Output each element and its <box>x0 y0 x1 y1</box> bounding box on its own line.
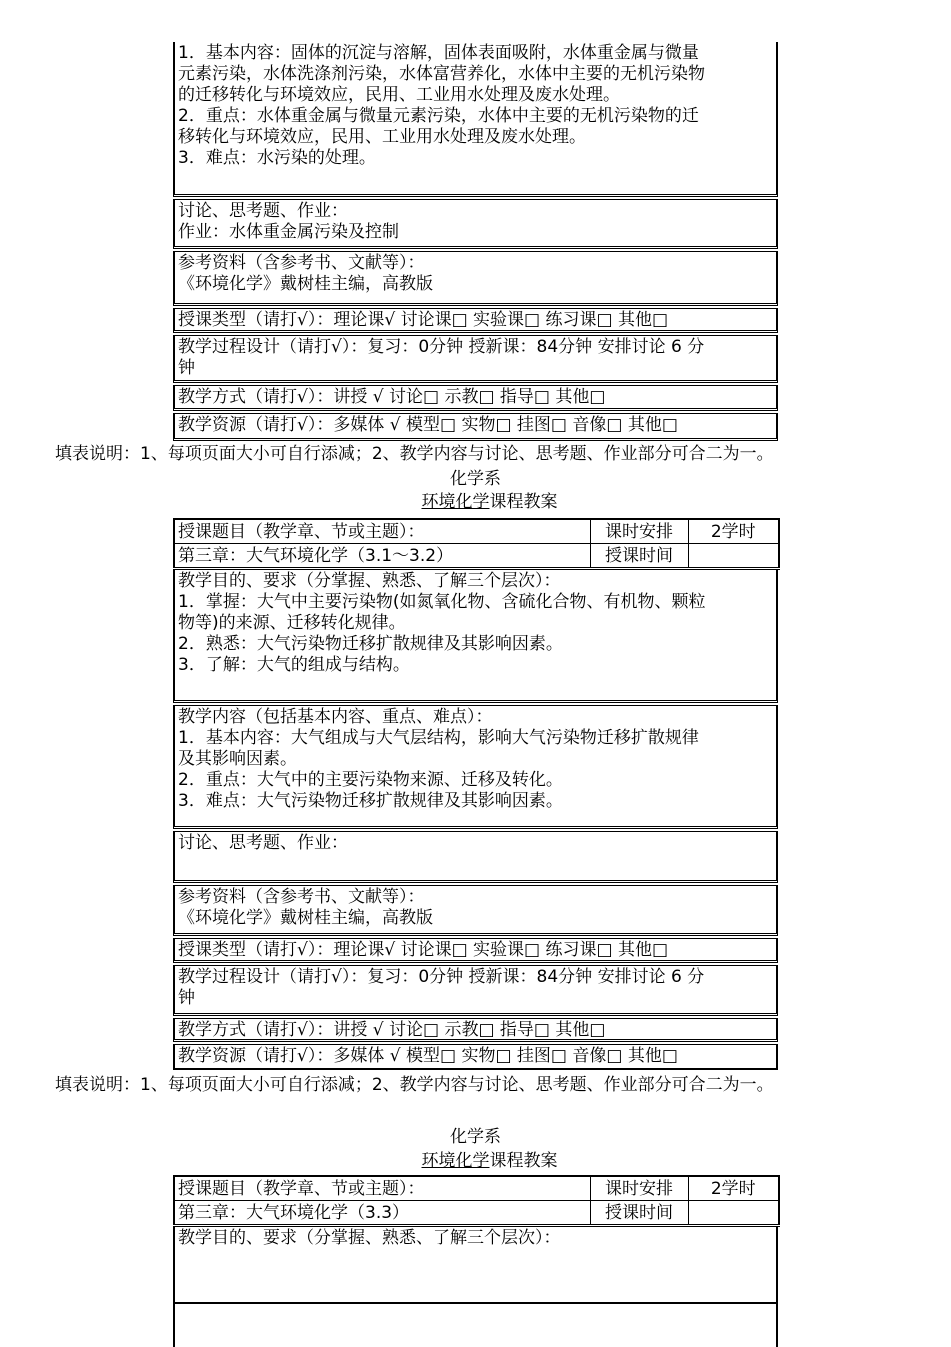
s1-process-line: 钟 <box>178 358 195 378</box>
dept-heading: 化学系 <box>450 469 501 489</box>
s1-content-line: 3．难点：水污染的处理。 <box>178 148 376 168</box>
course-name: 环境化学 <box>421 1151 490 1171</box>
s3-goal-box <box>173 1227 778 1304</box>
s1-method-box <box>173 385 778 411</box>
s1-resource-box <box>173 413 778 441</box>
s1-reference-line: 参考资料（含参考书、文献等）： <box>178 253 425 273</box>
s2-type-box <box>173 938 778 963</box>
s2-process-box <box>173 965 778 1016</box>
s1-content-line: 元素污染，水体洗涤剂污染，水体富营养化，水体中主要的无机污染物 <box>178 64 705 84</box>
s2-resource-line: 教学资源（请打√）：多媒体 √ 模型□ 实物□ 挂图□ 音像□ 其他□ <box>178 1046 678 1066</box>
s2-topic-label: 授课题目（教学章、节或主题）： <box>174 519 590 544</box>
s2-content-line: 及其影响因素。 <box>178 749 297 769</box>
s1-reference-box <box>173 251 778 306</box>
s2-content-line: 2．重点：大气中的主要污染物来源、迁移及转化。 <box>178 770 563 790</box>
course-suffix: 课程教案 <box>489 492 558 512</box>
s3-hours-value: 2学时 <box>688 1176 779 1201</box>
s3-header-table <box>173 1175 780 1227</box>
s2-method-box <box>173 1018 778 1042</box>
s2-resource-box <box>173 1044 778 1070</box>
s2-type-line: 授课类型（请打√）：理论课√ 讨论课□ 实验课□ 练习课□ 其他□ <box>178 940 669 960</box>
s2-content-line: 教学内容（包括基本内容、重点、难点）： <box>178 707 493 727</box>
s3-hours-label: 课时安排 <box>590 1176 688 1201</box>
s2-goal-line: 2．熟悉：大气污染物迁移扩散规律及其影响因素。 <box>178 634 563 654</box>
course-title <box>0 492 951 512</box>
s1-type-line: 授课类型（请打√）：理论课√ 讨论课□ 实验课□ 练习课□ 其他□ <box>178 310 669 330</box>
s2-header-table <box>173 518 780 570</box>
fill-note: 填表说明：1、每项页面大小可自行添减；2、教学内容与讨论、思考题、作业部分可合二为一。 <box>55 444 774 464</box>
s1-content-box <box>173 42 778 197</box>
s3-goal-line: 教学目的、要求（分掌握、熟悉、了解三个层次）： <box>178 1228 561 1248</box>
s2-time-label: 授课时间 <box>590 544 688 569</box>
fill-note: 填表说明：1、每项页面大小可自行添减；2、教学内容与讨论、思考题、作业部分可合二为一。 <box>55 1075 774 1095</box>
s3-topic-value: 第三章：大气环境化学（3.3） <box>174 1201 590 1226</box>
s2-content-line: 1．基本内容：大气组成与大气层结构，影响大气污染物迁移扩散规律 <box>178 728 699 748</box>
s1-discussion-line: 作业：水体重金属污染及控制 <box>178 222 399 242</box>
s2-reference-line: 参考资料（含参考书、文献等）： <box>178 887 425 907</box>
dept-heading: 化学系 <box>450 1127 501 1147</box>
s1-type-box <box>173 308 778 333</box>
course-suffix: 课程教案 <box>489 1151 558 1171</box>
s2-topic-value: 第三章：大气环境化学（3.1～3.2） <box>174 544 590 569</box>
s2-goal-line: 物等)的来源、迁移转化规律。 <box>178 613 406 633</box>
s2-time-value <box>688 544 779 569</box>
course-title <box>0 1151 951 1171</box>
s2-content-line: 3．难点：大气污染物迁移扩散规律及其影响因素。 <box>178 791 563 811</box>
s1-process-box <box>173 335 778 383</box>
s3-time-value <box>688 1201 779 1226</box>
s1-content-line: 移转化与环境效应，民用、工业用水处理及废水处理。 <box>178 127 586 147</box>
s1-method-line: 教学方式（请打√）：讲授 √ 讨论□ 示教□ 指导□ 其他□ <box>178 387 606 407</box>
s2-process-line: 钟 <box>178 988 195 1008</box>
course-name: 环境化学 <box>421 492 490 512</box>
s1-resource-line: 教学资源（请打√）：多媒体 √ 模型□ 实物□ 挂图□ 音像□ 其他□ <box>178 415 678 435</box>
s3-time-label: 授课时间 <box>590 1201 688 1226</box>
s2-discussion-box <box>173 831 778 883</box>
s2-goal-line: 教学目的、要求（分掌握、熟悉、了解三个层次）： <box>178 571 561 591</box>
s2-goal-line: 1．掌握：大气中主要污染物(如氮氧化物、含硫化合物、有机物、颗粒 <box>178 592 706 612</box>
s2-goal-box <box>173 570 778 703</box>
s2-process-line: 教学过程设计（请打√）：复习：0分钟 授新课：84分钟 安排讨论 6 分 <box>178 967 705 987</box>
s3-continuation-frame <box>173 1304 778 1347</box>
s2-discussion-line: 讨论、思考题、作业： <box>178 833 348 853</box>
s1-process-line: 教学过程设计（请打√）：复习：0分钟 授新课：84分钟 安排讨论 6 分 <box>178 337 705 357</box>
s1-content-line: 的迁移转化与环境效应，民用、工业用水处理及废水处理。 <box>178 85 620 105</box>
s2-method-line: 教学方式（请打√）：讲授 √ 讨论□ 示教□ 指导□ 其他□ <box>178 1020 606 1040</box>
s1-reference-line: 《环境化学》戴树桂主编，高教版 <box>178 274 433 294</box>
s2-reference-line: 《环境化学》戴树桂主编，高教版 <box>178 908 433 928</box>
s2-hours-value: 2学时 <box>688 519 779 544</box>
s2-reference-box <box>173 885 778 936</box>
s2-goal-line: 3．了解：大气的组成与结构。 <box>178 655 410 675</box>
s1-discussion-box <box>173 199 778 249</box>
s1-content-line: 2．重点：水体重金属与微量元素污染，水体中主要的无机污染物的迁 <box>178 106 699 126</box>
s2-hours-label: 课时安排 <box>590 519 688 544</box>
s2-content-box <box>173 705 778 829</box>
s1-content-line: 1．基本内容：固体的沉淀与溶解，固体表面吸附，水体重金属与微量 <box>178 43 699 63</box>
s1-discussion-line: 讨论、思考题、作业： <box>178 201 348 221</box>
s3-topic-label: 授课题目（教学章、节或主题）： <box>174 1176 590 1201</box>
